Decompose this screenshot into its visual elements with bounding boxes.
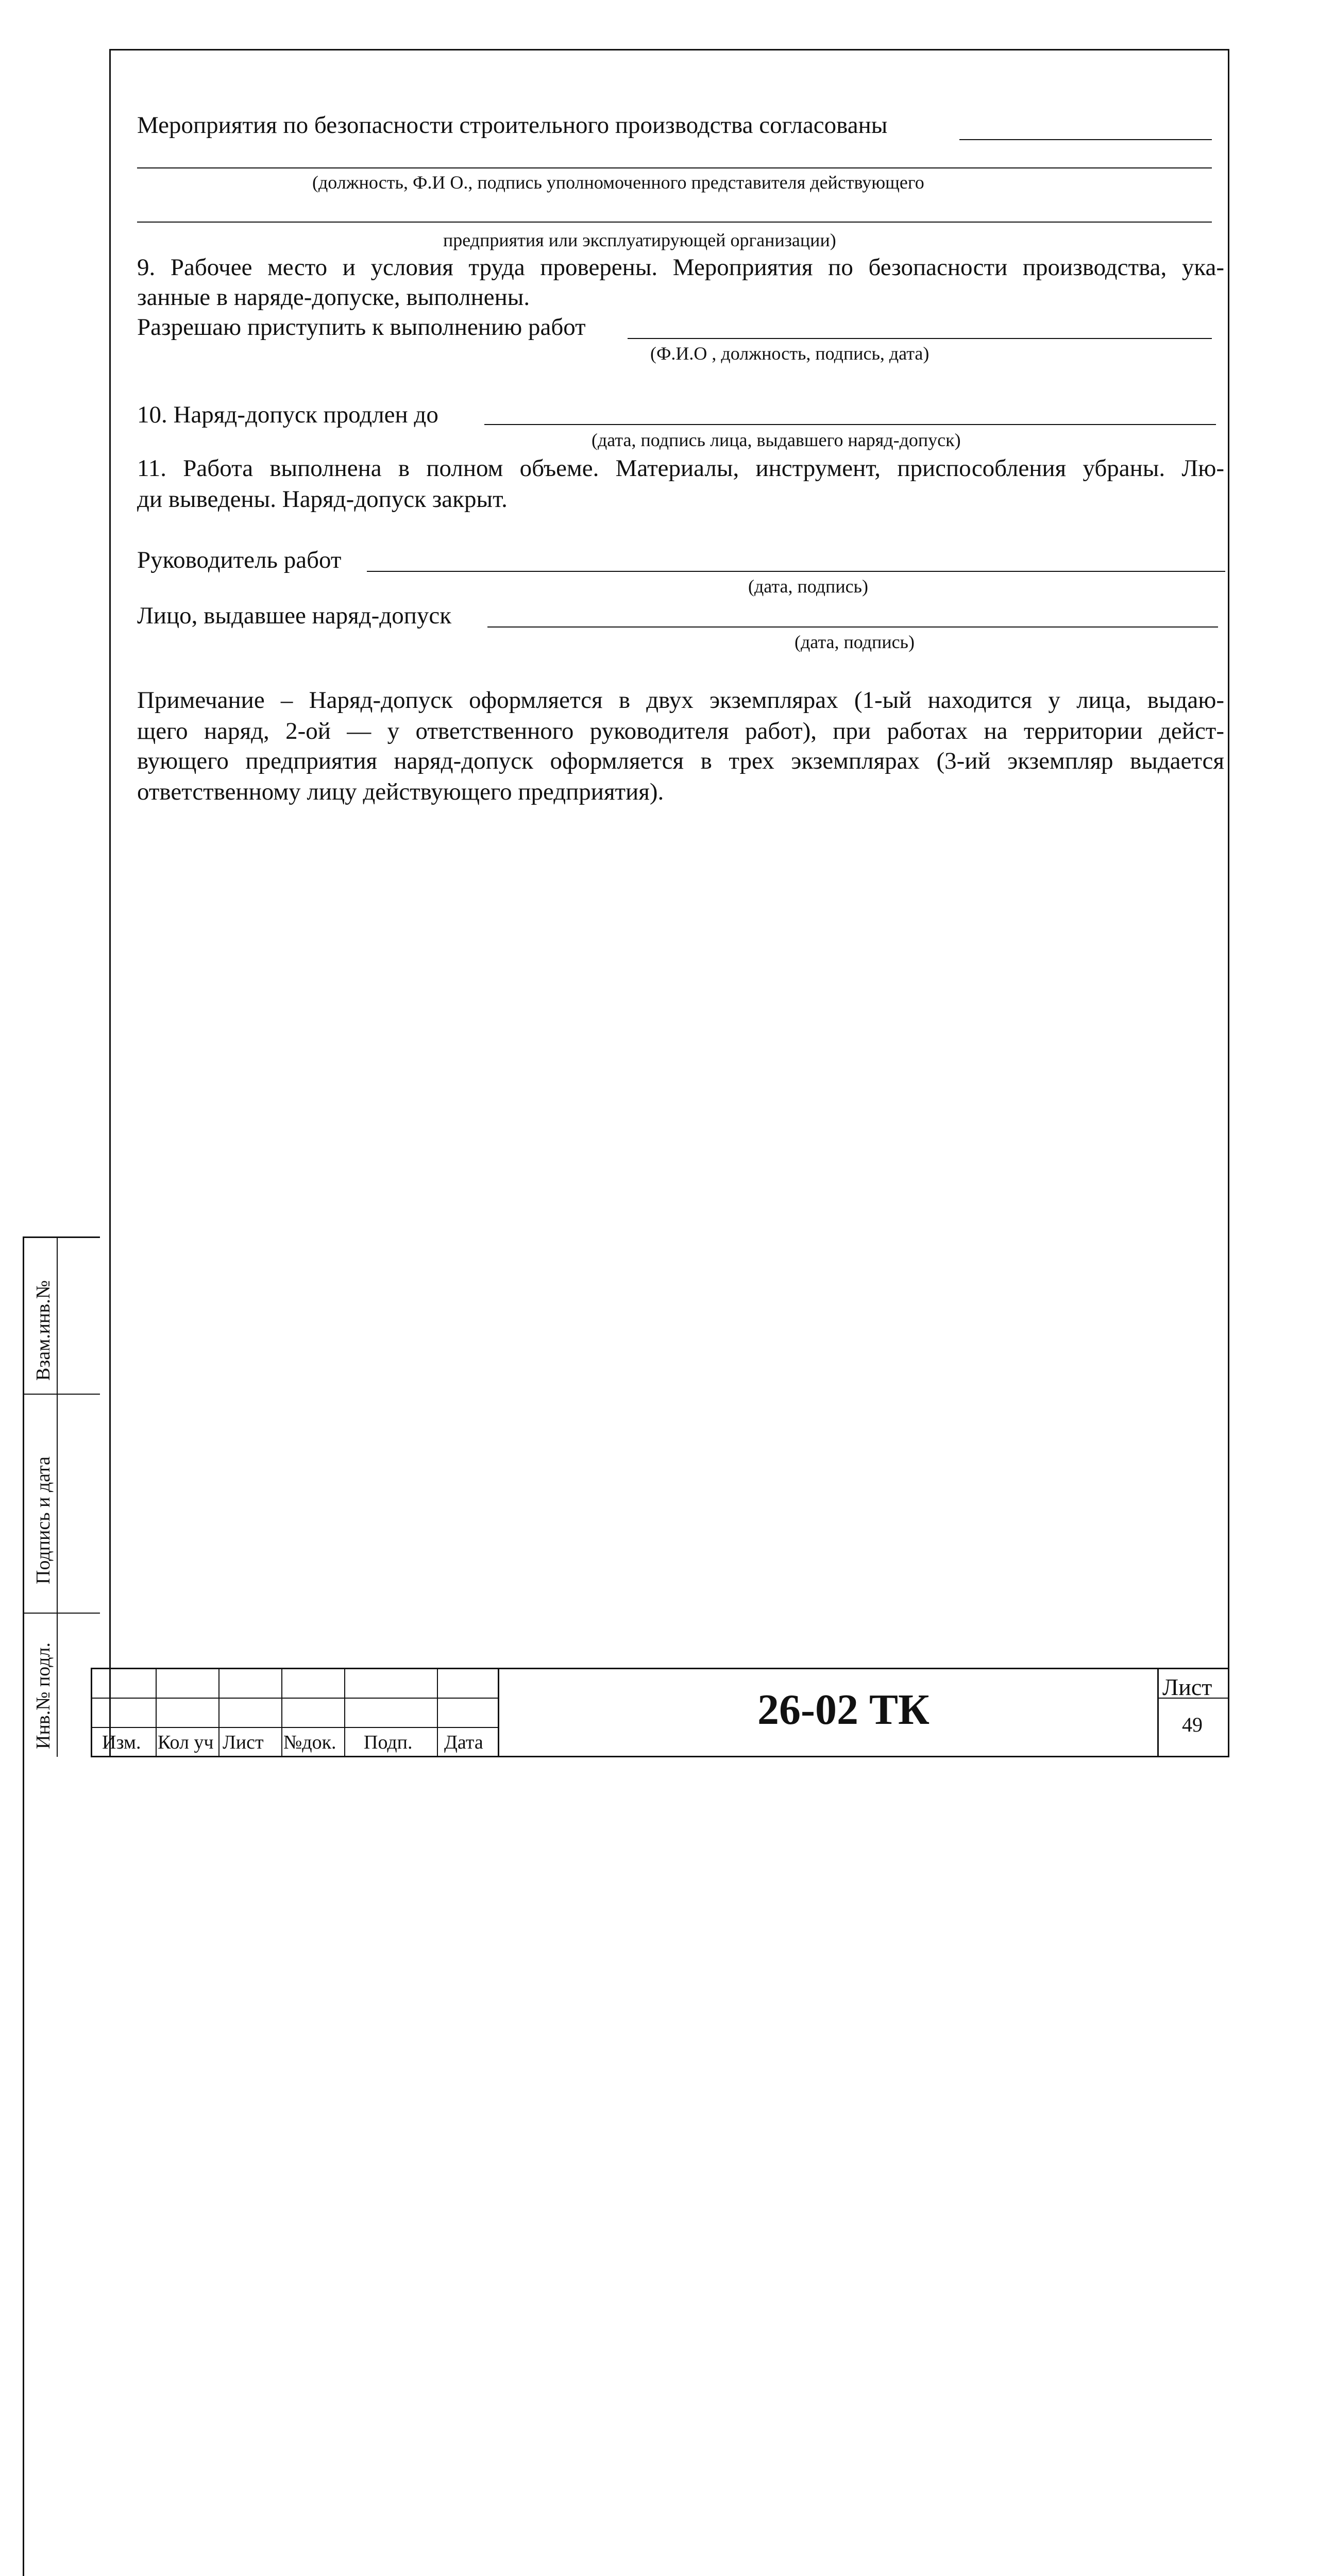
item-11-line2: ди выведены. Наряд-допуск закрыт. <box>137 486 508 513</box>
signature-line <box>137 222 1212 223</box>
caption: (Ф.И.О , должность, подпись, дата) <box>650 343 930 364</box>
work-manager-label: Руководитель работ <box>137 547 342 573</box>
stamp-list: Лист <box>223 1732 264 1753</box>
stamp-izm: Изм. <box>102 1732 141 1753</box>
side-label-vzam: Взам.инв.№ <box>32 1280 54 1381</box>
item-9-line1: 9. Рабочее место и условия труда проверены. Мероприятия по безопасности производства, ука- <box>137 254 1224 281</box>
safety-measures-line: Мероприятия по безопасности строительного производства согласованы <box>137 112 888 139</box>
sheet-number: 49 <box>1182 1713 1203 1736</box>
caption: (дата, подпись) <box>795 632 915 652</box>
item-10: 10. Наряд-допуск продлен до <box>137 401 438 428</box>
caption: (дата, подпись) <box>748 576 868 597</box>
issuer-label: Лицо, выдавшее наряд-допуск <box>137 602 452 629</box>
sheet-label: Лист <box>1162 1674 1212 1700</box>
signature-line <box>628 338 1212 339</box>
document-code: 26-02 ТК <box>757 1686 930 1734</box>
note-line2: щего наряд, 2-ой — у ответственного руководителя работ), при работах на территории дейст- <box>137 718 1224 744</box>
signature-line <box>487 626 1218 628</box>
stamp-ndok: №док. <box>283 1732 336 1753</box>
signature-line <box>137 167 1212 168</box>
signature-line <box>484 424 1216 425</box>
signature-line <box>367 571 1225 572</box>
stamp-kol: Кол уч <box>158 1732 214 1753</box>
side-label-podpis: Подпись и дата <box>32 1456 54 1584</box>
stamp-podp: Подп. <box>364 1732 413 1753</box>
item-9-line2: занные в наряде-допуске, выполнены. <box>137 284 530 311</box>
item-9-line3: Разрешаю приступить к выполнению работ <box>137 314 586 341</box>
note-line3: вующего предприятия наряд-допуск оформляется в трех экземплярах (3-ий экземпляр выдается <box>137 748 1224 774</box>
side-label-inv: Инв.№ подл. <box>32 1642 54 1749</box>
stamp-data: Дата <box>444 1732 483 1753</box>
side-stamp <box>23 1236 100 2576</box>
note-line1: Примечание – Наряд-допуск оформляется в двух экземплярах (1-ый находится у лица, выдаю- <box>137 687 1224 714</box>
signature-line <box>959 139 1212 140</box>
caption: (должность, Ф.И О., подпись уполномоченного представителя действующего <box>312 172 924 193</box>
caption: (дата, подпись лица, выдавшего наряд-допуск) <box>592 430 961 450</box>
note-line4: ответственному лицу действующего предприятия). <box>137 778 664 805</box>
item-11-line1: 11. Работа выполнена в полном объеме. Материалы, инструмент, приспособления убраны. Лю- <box>137 455 1224 482</box>
caption: предприятия или эксплуатирующей организации) <box>443 230 836 250</box>
